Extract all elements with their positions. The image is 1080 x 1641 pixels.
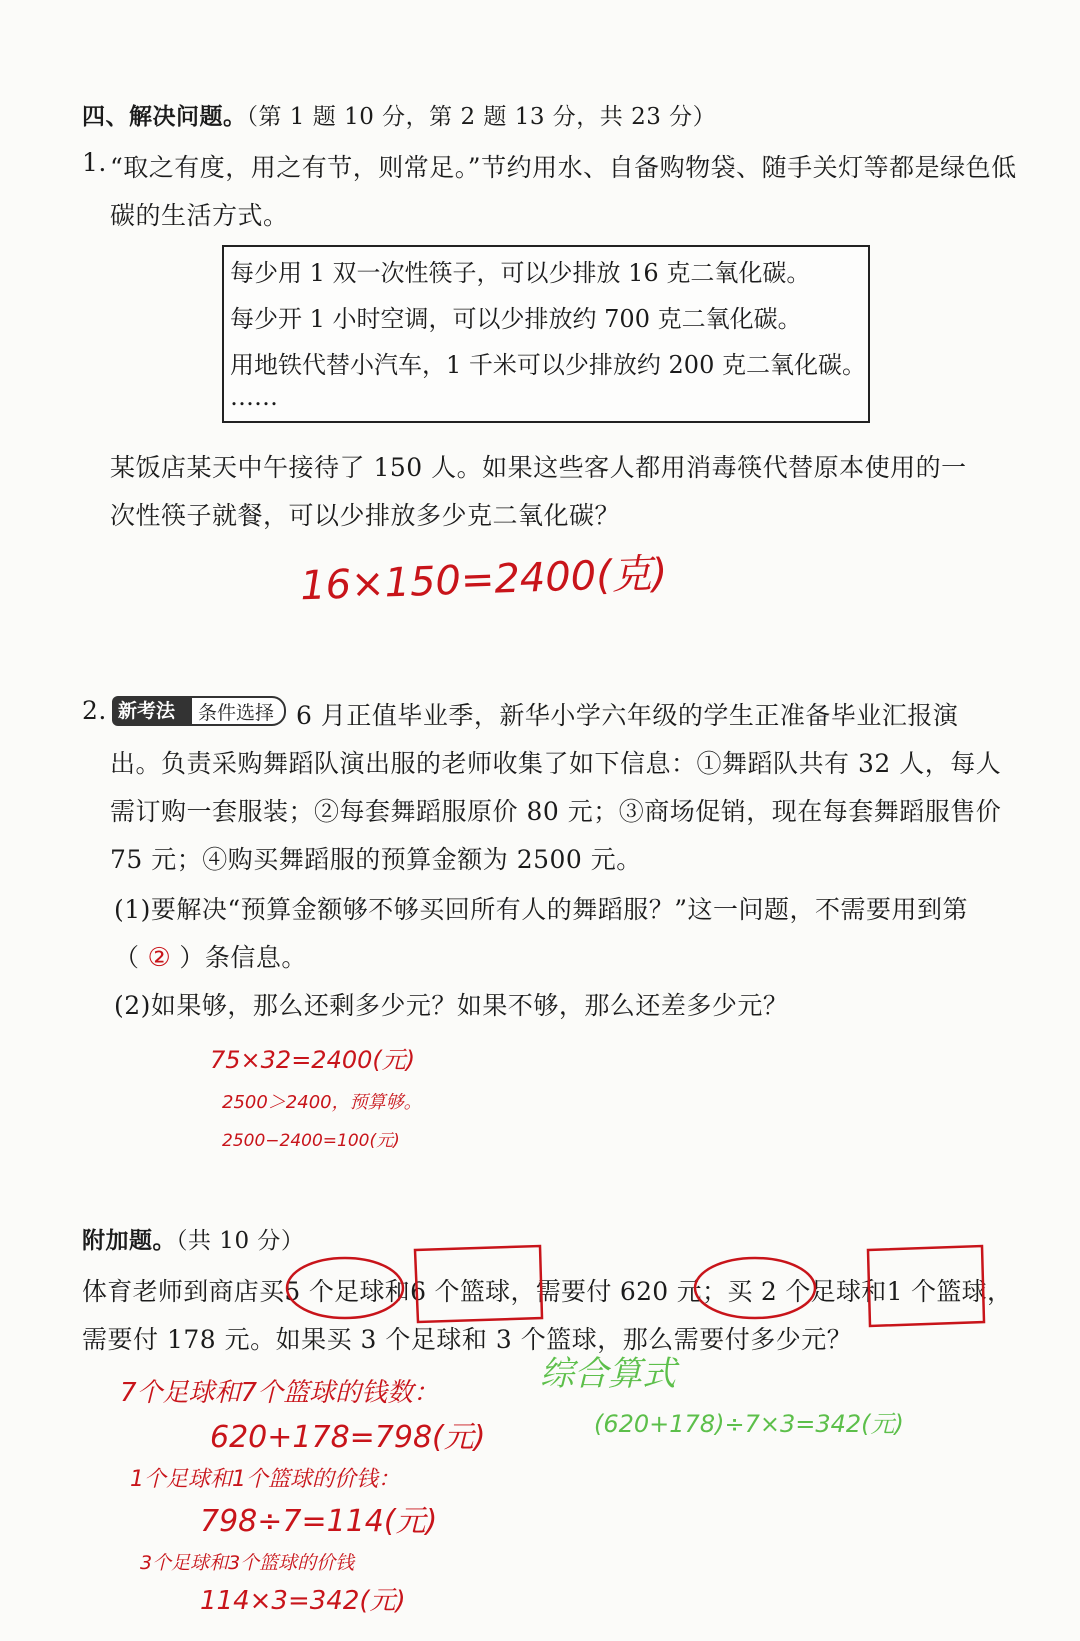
- bonus-seg5: ，需要付 620 元；: [510, 1277, 728, 1306]
- circle-5-football: [287, 1258, 403, 1318]
- q1-info-line-1: 每少用 1 双一次性筷子，可以少排放 16 克二氧化碳。: [230, 259, 811, 287]
- section-score-note: （第 1 题 10 分，第 2 题 13 分，共 23 分）: [246, 104, 717, 130]
- bonus-combined-title: 综合算式: [540, 1354, 676, 1394]
- bonus-work-label3: 3个足球和3个篮球的价钱: [140, 1552, 355, 1574]
- section-title-text: 四、解决问题。: [82, 103, 247, 130]
- q1-number: 1.: [82, 148, 107, 177]
- q2-line4: 75 元；④购买舞蹈服的预算金额为 2500 元。: [110, 845, 642, 874]
- bonus-work-calc2: 798÷7=114(元): [200, 1504, 438, 1539]
- bonus-line2: 需要付 178 元。如果买 3 个足球和 3 个篮球，那么需要付多少元？: [82, 1325, 853, 1354]
- q1-info-line-2: 每少开 1 小时空调，可以少排放约 700 克二氧化碳。: [230, 305, 802, 333]
- q2-line2: 出。负责采购舞蹈队演出服的老师收集了如下信息：①舞蹈队共有 32 人，每人: [110, 749, 1002, 778]
- bonus-work-calc3: 114×3=342(元): [200, 1586, 406, 1616]
- bonus-seg3: 和: [384, 1277, 411, 1306]
- q2-line3: 需订购一套服装；②每套舞蹈服原价 80 元；③商场促销，现在每套舞蹈服售价: [110, 797, 1002, 826]
- q2-line1: 6 月正值毕业季，新华小学六年级的学生正准备毕业汇报演: [296, 701, 959, 730]
- q2-sub2: (2)如果够，那么还剩多少元？如果不够，那么还差多少元？: [114, 991, 789, 1020]
- q2-work-line1: 75×32=2400(元): [210, 1046, 416, 1074]
- bonus-combined-formula: (620+178)÷7×3=342(元): [594, 1410, 904, 1438]
- bonus-seg9: ，: [986, 1277, 1013, 1306]
- bonus-work-label1: 7个足球和7个篮球的钱数：: [120, 1378, 440, 1408]
- q2-sub1-line1: (1)要解决“预算金额够不够买回所有人的舞蹈服？”这一问题，不需要用到第: [114, 895, 968, 924]
- q2-sub1-answer: ②: [147, 943, 172, 973]
- bonus-work-label2: 1个足球和1个篮球的价钱：: [130, 1467, 400, 1492]
- bonus-seg1: 体育老师到商店买: [82, 1277, 285, 1306]
- bonus-seg-1-basketball: 1 个篮球: [886, 1277, 987, 1306]
- q2-work-line3: 2500−2400=100(元): [222, 1131, 400, 1151]
- q1-intro-line2: 碳的生活方式。: [110, 201, 289, 230]
- q1-handwritten-answer: 16×150=2400(克): [299, 550, 669, 610]
- q2-number: 2.: [82, 696, 107, 725]
- q1-info-ellipsis: ……: [230, 383, 278, 411]
- q1-info-line-3: 用地铁代替小汽车，1 千米可以少排放约 200 克二氧化碳。: [230, 351, 866, 379]
- tag-condition-selection: 条件选择: [190, 696, 286, 726]
- box-6-basketball: [415, 1246, 542, 1322]
- q1-question-line1: 某饭店某天中午接待了 150 人。如果这些客人都用消毒筷代替原本使用的一: [110, 453, 967, 482]
- circle-2-football: [695, 1258, 815, 1318]
- bonus-seg7: 和: [861, 1277, 887, 1306]
- q2-sub1-close: ）条信息。: [179, 943, 307, 972]
- q2-work-line2: 2500＞2400，预算够。: [222, 1092, 422, 1113]
- bonus-seg-5-football: 5 个足球: [284, 1277, 385, 1306]
- bonus-title-text: 附加题。: [82, 1227, 176, 1254]
- tag-new-method: 新考法: [112, 696, 190, 726]
- bonus-seg-6-basketball: 6 个篮球: [410, 1277, 511, 1306]
- q1-question-line2: 次性筷子就餐，可以少排放多少克二氧化碳？: [110, 501, 621, 530]
- box-1-basketball: [868, 1246, 984, 1326]
- bonus-work-calc1: 620+178=798(元): [210, 1420, 486, 1455]
- q2-sub1-open: （: [114, 943, 140, 972]
- bonus-seg-2-football: 买 2 个足球: [727, 1277, 862, 1306]
- bonus-score-note: （共 10 分）: [176, 1228, 305, 1254]
- q1-intro-line1: “取之有度，用之有节，则常足。”节约用水、自备购物袋、随手关灯等都是绿色低: [110, 153, 1017, 182]
